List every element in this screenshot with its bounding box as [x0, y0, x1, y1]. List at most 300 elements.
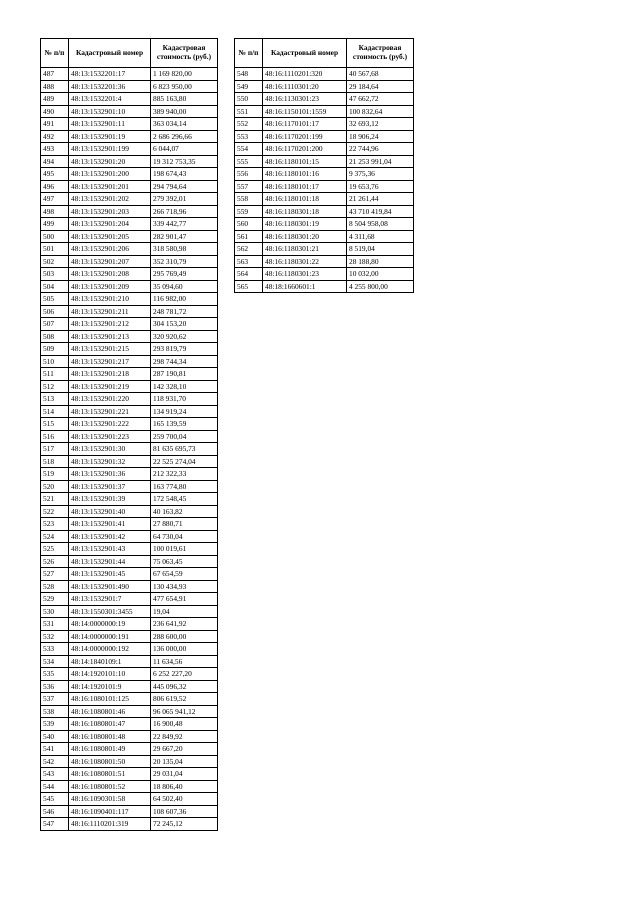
cell-number: 553	[235, 130, 263, 143]
cell-cadastral-number: 48:16:1090401:117	[69, 805, 151, 818]
cell-number: 491	[41, 118, 69, 131]
table-row	[41, 705, 218, 718]
table-row	[41, 818, 218, 831]
cell-number: 558	[235, 193, 263, 206]
cell-number: 488	[41, 80, 69, 93]
table-row	[41, 168, 218, 181]
cell-cadastral-value: 2 686 296,66	[151, 130, 218, 143]
header-cadastral-value: Кадастровая стоимость (руб.)	[347, 39, 414, 68]
cell-cadastral-value: 6 823 950,00	[151, 80, 218, 93]
cell-cadastral-value: 18 806,40	[151, 780, 218, 793]
cell-cadastral-value: 21 253 991,04	[347, 155, 414, 168]
table-row	[41, 718, 218, 731]
cell-cadastral-value: 32 693,12	[347, 118, 414, 131]
cell-cadastral-value: 320 920,62	[151, 330, 218, 343]
cell-cadastral-number: 48:13:1532901:39	[69, 493, 151, 506]
cell-number: 495	[41, 168, 69, 181]
cell-cadastral-value: 64 730,04	[151, 530, 218, 543]
cell-cadastral-number: 48:13:1532201:4	[69, 93, 151, 106]
cell-cadastral-value: 35 094,60	[151, 280, 218, 293]
cell-cadastral-number: 48:13:1532901:213	[69, 330, 151, 343]
cell-cadastral-value: 1 169 820,00	[151, 68, 218, 81]
cell-cadastral-number: 48:13:1532901:40	[69, 505, 151, 518]
cell-number: 517	[41, 443, 69, 456]
cell-cadastral-number: 48:16:1180301:18	[263, 205, 347, 218]
table-row	[41, 443, 218, 456]
table-row	[41, 593, 218, 606]
cell-cadastral-number: 48:16:1080801:47	[69, 718, 151, 731]
cell-number: 562	[235, 243, 263, 256]
table-row	[41, 680, 218, 693]
cell-cadastral-value: 4 255 800,00	[347, 280, 414, 293]
cell-cadastral-value: 352 310,79	[151, 255, 218, 268]
cell-cadastral-number: 48:14:0000000:19	[69, 618, 151, 631]
table-row	[41, 455, 218, 468]
cell-cadastral-number: 48:13:1532901:45	[69, 568, 151, 581]
cell-cadastral-number: 48:13:1532901:37	[69, 480, 151, 493]
cell-number: 494	[41, 155, 69, 168]
table-row	[41, 568, 218, 581]
table-row	[41, 130, 218, 143]
cell-cadastral-value: 279 392,01	[151, 193, 218, 206]
table-row	[41, 618, 218, 631]
header-cadastral-number: Кадастровый номер	[263, 39, 347, 68]
cell-number: 563	[235, 255, 263, 268]
cell-cadastral-number: 48:16:1080801:51	[69, 768, 151, 781]
cell-cadastral-value: 40 163,82	[151, 505, 218, 518]
cell-cadastral-value: 9 375,36	[347, 168, 414, 181]
table-row	[235, 155, 414, 168]
table-row	[235, 130, 414, 143]
table-row	[41, 693, 218, 706]
cell-number: 560	[235, 218, 263, 231]
cell-cadastral-value: 318 580,98	[151, 243, 218, 256]
cell-cadastral-value: 885 163,80	[151, 93, 218, 106]
cell-cadastral-value: 116 982,00	[151, 293, 218, 306]
cell-number: 533	[41, 643, 69, 656]
cell-cadastral-number: 48:16:1080101:125	[69, 693, 151, 706]
cell-cadastral-value: 295 769,49	[151, 268, 218, 281]
cell-cadastral-number: 48:13:1532901:209	[69, 280, 151, 293]
cell-cadastral-number: 48:13:1532901:218	[69, 368, 151, 381]
cell-number: 540	[41, 730, 69, 743]
cell-number: 519	[41, 468, 69, 481]
table-row	[235, 193, 414, 206]
cell-cadastral-value: 134 919,24	[151, 405, 218, 418]
table-row	[41, 118, 218, 131]
table-row	[41, 243, 218, 256]
cell-cadastral-number: 48:16:1170201:199	[263, 130, 347, 143]
table-row	[41, 105, 218, 118]
cell-cadastral-value: 142 328,10	[151, 380, 218, 393]
table-header-row	[235, 39, 414, 68]
cell-number: 492	[41, 130, 69, 143]
table-row	[235, 168, 414, 181]
table-row	[41, 143, 218, 156]
cell-number: 493	[41, 143, 69, 156]
table-row	[41, 543, 218, 556]
cell-cadastral-number: 48:13:1532901:30	[69, 443, 151, 456]
cell-cadastral-value: 47 662,72	[347, 93, 414, 106]
cell-number: 536	[41, 680, 69, 693]
cell-cadastral-number: 48:16:1180101:15	[263, 155, 347, 168]
cell-cadastral-value: 19,04	[151, 605, 218, 618]
cell-cadastral-value: 22 744,96	[347, 143, 414, 156]
cell-cadastral-number: 48:16:1180301:20	[263, 230, 347, 243]
cell-cadastral-number: 48:14:0000000:192	[69, 643, 151, 656]
table-row	[41, 393, 218, 406]
cell-cadastral-number: 48:13:1532901:222	[69, 418, 151, 431]
cell-cadastral-number: 48:13:1532901:7	[69, 593, 151, 606]
table-header-row	[41, 39, 218, 68]
table-row	[41, 218, 218, 231]
cell-number: 510	[41, 355, 69, 368]
cell-number: 556	[235, 168, 263, 181]
cell-cadastral-number: 48:13:1532901:19	[69, 130, 151, 143]
cell-cadastral-number: 48:13:1532901:221	[69, 405, 151, 418]
cell-cadastral-value: 75 063,45	[151, 555, 218, 568]
cell-cadastral-number: 48:16:1080801:49	[69, 743, 151, 756]
header-cadastral-number: Кадастровый номер	[69, 39, 151, 68]
cell-number: 516	[41, 430, 69, 443]
cell-number: 543	[41, 768, 69, 781]
cell-cadastral-number: 48:16:1090301:58	[69, 793, 151, 806]
cell-cadastral-value: 163 774,80	[151, 480, 218, 493]
table-row	[41, 468, 218, 481]
cell-cadastral-value: 67 654,59	[151, 568, 218, 581]
table-row	[235, 68, 414, 81]
table-row	[41, 430, 218, 443]
cell-cadastral-value: 236 641,92	[151, 618, 218, 631]
cell-number: 561	[235, 230, 263, 243]
cell-cadastral-number: 48:13:1532901:200	[69, 168, 151, 181]
table-row	[41, 280, 218, 293]
cell-number: 539	[41, 718, 69, 731]
cell-cadastral-number: 48:13:1532901:490	[69, 580, 151, 593]
table-row	[41, 530, 218, 543]
cell-number: 504	[41, 280, 69, 293]
table-row	[41, 768, 218, 781]
cell-cadastral-number: 48:16:1080801:50	[69, 755, 151, 768]
table-row	[41, 255, 218, 268]
table-body-right	[235, 68, 414, 293]
cell-cadastral-number: 48:13:1532901:32	[69, 455, 151, 468]
cell-number: 506	[41, 305, 69, 318]
cell-number: 550	[235, 93, 263, 106]
header-cadastral-value: Кадастровая стоимость (руб.)	[151, 39, 218, 68]
cell-cadastral-number: 48:13:1532901:202	[69, 193, 151, 206]
cell-number: 507	[41, 318, 69, 331]
cell-number: 514	[41, 405, 69, 418]
cell-number: 515	[41, 418, 69, 431]
table-row	[41, 268, 218, 281]
table-row	[235, 118, 414, 131]
cell-cadastral-value: 363 034,14	[151, 118, 218, 131]
cell-cadastral-value: 294 794,64	[151, 180, 218, 193]
cell-cadastral-value: 198 674,43	[151, 168, 218, 181]
cell-number: 547	[41, 818, 69, 831]
cell-cadastral-number: 48:13:1532901:223	[69, 430, 151, 443]
cell-cadastral-number: 48:16:1130301:23	[263, 93, 347, 106]
cell-number: 552	[235, 118, 263, 131]
cell-cadastral-number: 48:18:1660601:1	[263, 280, 347, 293]
cell-number: 544	[41, 780, 69, 793]
cell-cadastral-value: 165 139,59	[151, 418, 218, 431]
table-row	[41, 730, 218, 743]
cell-number: 535	[41, 668, 69, 681]
cell-number: 528	[41, 580, 69, 593]
cell-number: 500	[41, 230, 69, 243]
table-row	[41, 555, 218, 568]
cell-cadastral-value: 28 188,80	[347, 255, 414, 268]
cell-cadastral-value: 282 901,47	[151, 230, 218, 243]
cell-cadastral-value: 11 634,56	[151, 655, 218, 668]
cell-number: 526	[41, 555, 69, 568]
table-row	[41, 480, 218, 493]
table-row	[235, 180, 414, 193]
cell-cadastral-value: 29 031,04	[151, 768, 218, 781]
cell-cadastral-value: 72 245,12	[151, 818, 218, 831]
cell-number: 527	[41, 568, 69, 581]
cell-cadastral-value: 389 940,00	[151, 105, 218, 118]
cell-cadastral-value: 445 096,32	[151, 680, 218, 693]
table-row	[235, 255, 414, 268]
cell-number: 546	[41, 805, 69, 818]
cell-cadastral-value: 172 548,45	[151, 493, 218, 506]
cell-number: 512	[41, 380, 69, 393]
table-row	[235, 268, 414, 281]
cell-cadastral-value: 6 044,07	[151, 143, 218, 156]
cell-cadastral-value: 293 819,79	[151, 343, 218, 356]
cell-cadastral-number: 48:13:1532901:208	[69, 268, 151, 281]
cell-cadastral-number: 48:13:1532901:36	[69, 468, 151, 481]
cell-number: 511	[41, 368, 69, 381]
cell-cadastral-number: 48:16:1180301:22	[263, 255, 347, 268]
cell-number: 509	[41, 343, 69, 356]
cell-cadastral-value: 304 153,20	[151, 318, 218, 331]
table-body-left	[41, 68, 218, 831]
cell-cadastral-value: 19 653,76	[347, 180, 414, 193]
cell-cadastral-number: 48:16:1170201:200	[263, 143, 347, 156]
cell-number: 554	[235, 143, 263, 156]
cell-cadastral-number: 48:13:1532901:220	[69, 393, 151, 406]
table-row	[235, 80, 414, 93]
table-row	[41, 418, 218, 431]
table-row	[41, 80, 218, 93]
table-row	[41, 305, 218, 318]
cell-cadastral-value: 19 312 753,35	[151, 155, 218, 168]
cell-cadastral-number: 48:13:1532901:210	[69, 293, 151, 306]
cell-cadastral-number: 48:13:1550301:3455	[69, 605, 151, 618]
cell-cadastral-number: 48:16:1080801:48	[69, 730, 151, 743]
cell-cadastral-number: 48:13:1532901:217	[69, 355, 151, 368]
cell-number: 508	[41, 330, 69, 343]
table-row	[41, 630, 218, 643]
cell-cadastral-number: 48:13:1532901:215	[69, 343, 151, 356]
cell-number: 498	[41, 205, 69, 218]
cell-number: 557	[235, 180, 263, 193]
table-row	[41, 193, 218, 206]
cell-cadastral-number: 48:13:1532901:205	[69, 230, 151, 243]
table-row	[41, 518, 218, 531]
cell-number: 523	[41, 518, 69, 531]
cell-number: 537	[41, 693, 69, 706]
cell-number: 542	[41, 755, 69, 768]
cell-cadastral-value: 806 619,52	[151, 693, 218, 706]
cell-number: 490	[41, 105, 69, 118]
cell-cadastral-number: 48:13:1532201:36	[69, 80, 151, 93]
cell-cadastral-number: 48:13:1532901:212	[69, 318, 151, 331]
cell-cadastral-number: 48:13:1532901:10	[69, 105, 151, 118]
table-row	[41, 68, 218, 81]
cell-cadastral-number: 48:16:1180101:16	[263, 168, 347, 181]
cell-cadastral-number: 48:16:1080801:46	[69, 705, 151, 718]
table-row	[41, 780, 218, 793]
cell-cadastral-number: 48:13:1532901:211	[69, 305, 151, 318]
table-row	[41, 493, 218, 506]
cell-number: 531	[41, 618, 69, 631]
table-row	[41, 330, 218, 343]
cell-cadastral-number: 48:16:1110301:20	[263, 80, 347, 93]
table-row	[41, 655, 218, 668]
cell-number: 559	[235, 205, 263, 218]
cell-cadastral-number: 48:13:1532901:11	[69, 118, 151, 131]
table-row	[41, 743, 218, 756]
cell-cadastral-value: 8 504 958,08	[347, 218, 414, 231]
cell-cadastral-value: 18 906,24	[347, 130, 414, 143]
table-row	[41, 205, 218, 218]
cell-cadastral-value: 64 502,40	[151, 793, 218, 806]
cell-number: 564	[235, 268, 263, 281]
cell-cadastral-number: 48:16:1180301:23	[263, 268, 347, 281]
header-number: № п/п	[41, 39, 69, 68]
table-row	[41, 668, 218, 681]
cell-cadastral-value: 339 442,77	[151, 218, 218, 231]
cell-cadastral-value: 288 600,00	[151, 630, 218, 643]
cell-number: 522	[41, 505, 69, 518]
table-row	[41, 605, 218, 618]
table-row	[41, 230, 218, 243]
cell-cadastral-value: 8 519,04	[347, 243, 414, 256]
cell-cadastral-number: 48:13:1532901:44	[69, 555, 151, 568]
cell-cadastral-value: 27 880,71	[151, 518, 218, 531]
cell-number: 503	[41, 268, 69, 281]
header-number: № п/п	[235, 39, 263, 68]
cell-cadastral-value: 477 654,91	[151, 593, 218, 606]
cell-cadastral-value: 212 322,33	[151, 468, 218, 481]
cell-cadastral-value: 108 607,36	[151, 805, 218, 818]
cell-cadastral-number: 48:14:1920101:10	[69, 668, 151, 681]
cell-number: 513	[41, 393, 69, 406]
cell-cadastral-number: 48:13:1532901:219	[69, 380, 151, 393]
table-row	[235, 230, 414, 243]
cell-number: 541	[41, 743, 69, 756]
cell-cadastral-value: 287 190,81	[151, 368, 218, 381]
cell-cadastral-value: 259 700,04	[151, 430, 218, 443]
cell-cadastral-number: 48:16:1150101:1559	[263, 105, 347, 118]
cell-number: 520	[41, 480, 69, 493]
cell-cadastral-value: 21 261,44	[347, 193, 414, 206]
cell-number: 489	[41, 93, 69, 106]
table-row	[41, 380, 218, 393]
cell-cadastral-value: 118 931,70	[151, 393, 218, 406]
cell-cadastral-number: 48:13:1532901:201	[69, 180, 151, 193]
cell-cadastral-value: 81 635 695,73	[151, 443, 218, 456]
cell-cadastral-number: 48:13:1532901:43	[69, 543, 151, 556]
cell-number: 538	[41, 705, 69, 718]
cadastral-table-right	[234, 38, 414, 293]
cell-cadastral-value: 100 019,61	[151, 543, 218, 556]
cell-number: 501	[41, 243, 69, 256]
cell-cadastral-value: 100 832,64	[347, 105, 414, 118]
table-row	[41, 293, 218, 306]
cell-number: 524	[41, 530, 69, 543]
cell-cadastral-value: 4 311,68	[347, 230, 414, 243]
table-row	[41, 155, 218, 168]
cell-number: 505	[41, 293, 69, 306]
cell-cadastral-value: 43 710 419,84	[347, 205, 414, 218]
cell-cadastral-number: 48:13:1532901:207	[69, 255, 151, 268]
table-row	[235, 143, 414, 156]
cell-cadastral-number: 48:14:1840109:1	[69, 655, 151, 668]
table-row	[41, 355, 218, 368]
table-row	[41, 93, 218, 106]
cell-number: 518	[41, 455, 69, 468]
cell-cadastral-number: 48:16:1170101:17	[263, 118, 347, 131]
table-row	[41, 505, 218, 518]
cell-cadastral-value: 298 744,34	[151, 355, 218, 368]
cell-cadastral-number: 48:13:1532901:42	[69, 530, 151, 543]
cell-number: 555	[235, 155, 263, 168]
cell-cadastral-number: 48:14:0000000:191	[69, 630, 151, 643]
table-row	[235, 243, 414, 256]
table-row	[235, 93, 414, 106]
table-row	[41, 318, 218, 331]
cell-cadastral-value: 130 434,93	[151, 580, 218, 593]
cell-cadastral-number: 48:14:1920101:9	[69, 680, 151, 693]
cell-cadastral-value: 22 525 274,04	[151, 455, 218, 468]
cell-cadastral-value: 266 718,96	[151, 205, 218, 218]
cell-cadastral-value: 10 032,00	[347, 268, 414, 281]
table-row	[41, 793, 218, 806]
table-row	[41, 180, 218, 193]
cell-number: 521	[41, 493, 69, 506]
cell-number: 545	[41, 793, 69, 806]
cell-cadastral-value: 40 567,68	[347, 68, 414, 81]
table-row	[235, 280, 414, 293]
cell-number: 530	[41, 605, 69, 618]
table-row	[41, 755, 218, 768]
cell-cadastral-number: 48:13:1532901:203	[69, 205, 151, 218]
cell-cadastral-number: 48:13:1532901:41	[69, 518, 151, 531]
cell-cadastral-value: 16 900,48	[151, 718, 218, 731]
cell-cadastral-number: 48:16:1080801:52	[69, 780, 151, 793]
table-row	[41, 405, 218, 418]
cell-number: 497	[41, 193, 69, 206]
cell-cadastral-number: 48:13:1532901:20	[69, 155, 151, 168]
cell-number: 499	[41, 218, 69, 231]
cell-number: 532	[41, 630, 69, 643]
cell-cadastral-number: 48:13:1532901:204	[69, 218, 151, 231]
cell-number: 565	[235, 280, 263, 293]
cell-cadastral-number: 48:16:1180301:19	[263, 218, 347, 231]
cell-cadastral-number: 48:16:1180301:21	[263, 243, 347, 256]
table-row	[41, 643, 218, 656]
cell-number: 496	[41, 180, 69, 193]
cell-cadastral-value: 29 667,20	[151, 743, 218, 756]
cadastral-table-left	[40, 38, 218, 831]
cell-cadastral-value: 248 781,72	[151, 305, 218, 318]
